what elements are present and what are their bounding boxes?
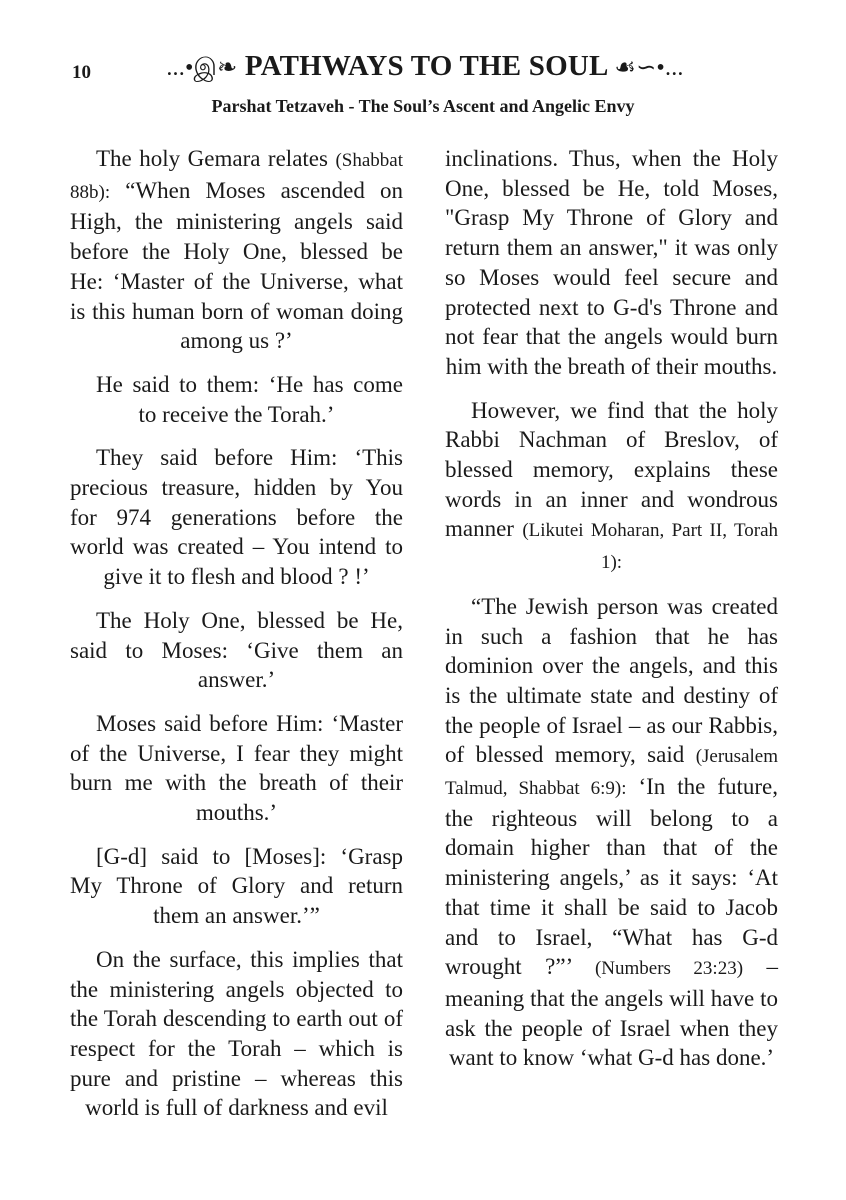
citation: (Shabbat 88b): [70, 150, 403, 203]
citation: (Likutei Moharan, Part II, Torah 1): [522, 520, 778, 574]
paragraph-text: They said before Him: ‘This precious treasure, hidden by You for 974 generations before the world was created – You intend to give it to flesh and blood ? !’ [70, 445, 403, 590]
paragraph [70, 709, 403, 828]
paragraph [445, 592, 778, 1073]
paragraph-text: The holy Gemara relates [96, 146, 336, 171]
left-column [70, 144, 403, 1137]
page-number: 10 [72, 62, 91, 83]
citation: (Jerusalem Talmud, Shabbat 6:9): [445, 746, 778, 800]
running-title [130, 50, 720, 84]
paragraph-text: [G-d] said to [Moses]: ‘Grasp My Throne of Glory and return them an answer.’” [70, 843, 403, 929]
paragraph-text: ‘In the future, the righteous will belong to a domain higher than that of the ministering angels,’ as it says: ‘At that time it shall be said to Jacob and to Israel, “What has G-d wrought ?”’ [445, 774, 778, 980]
book-title: PATHWAYS TO THE SOUL [244, 50, 607, 82]
ornament-left-icon: ...•இ❧ [166, 55, 238, 81]
paragraph-text: The Holy One, blessed be He, said to Moses: ‘Give them an answer.’ [70, 607, 403, 693]
paragraph [445, 396, 778, 578]
paragraph [70, 606, 403, 695]
chapter-subtitle: Parshat Tetzaveh - The Soul’s Ascent and Angelic Envy [211, 96, 635, 116]
paragraph-text: “When Moses ascended on High, the ministering angels said before the Holy One, blessed be He: ‘Master of the Universe, what is this human born of woman doing among us ?’ [70, 177, 403, 354]
paragraph-text: – meaning that the angels will have to ask the people of Israel when they want to know ‘what G-d has done.’ [445, 954, 778, 1071]
paragraph [445, 144, 778, 382]
paragraph-text: Moses said before Him: ‘Master of the Universe, I fear they might burn me with the breath of their mouths.’ [70, 710, 403, 826]
paragraph [70, 842, 403, 931]
paragraph [70, 370, 403, 429]
paragraph [70, 443, 403, 592]
paragraph [70, 144, 403, 356]
ornament-right-icon: ☙∽•... [614, 55, 684, 81]
paragraph-text: On the surface, this implies that the ministering angels objected to the Torah descending to earth out of respect for the Torah – which is pure and pristine – whereas this world is full of darkness and evil [70, 946, 403, 1121]
paragraph-text: inclinations. Thus, when the Holy One, blessed be He, told Moses, "Grasp My Throne of Glory and return them an answer," it was only so Moses would feel secure and protected next to G-d's Throne and not fear that the angels would burn him with the breath of their mouths. [445, 146, 778, 379]
paragraph [70, 945, 403, 1123]
paragraph-text: “The Jewish person was created in such a fashion that he has dominion over the angels, and this is the ultimate state and destiny of the people of Israel – as our Rabbis, of blessed memory, said [445, 593, 778, 768]
paragraph-text: However, we find that the holy Rabbi Nachman of Breslov, of blessed memory, explains these words in an inner and wondrous manner [445, 397, 778, 542]
paragraph-text: He said to them: ‘He has come to receive the Torah.’ [96, 371, 403, 427]
right-column [445, 144, 778, 1087]
citation: (Numbers 23:23) [594, 958, 744, 980]
